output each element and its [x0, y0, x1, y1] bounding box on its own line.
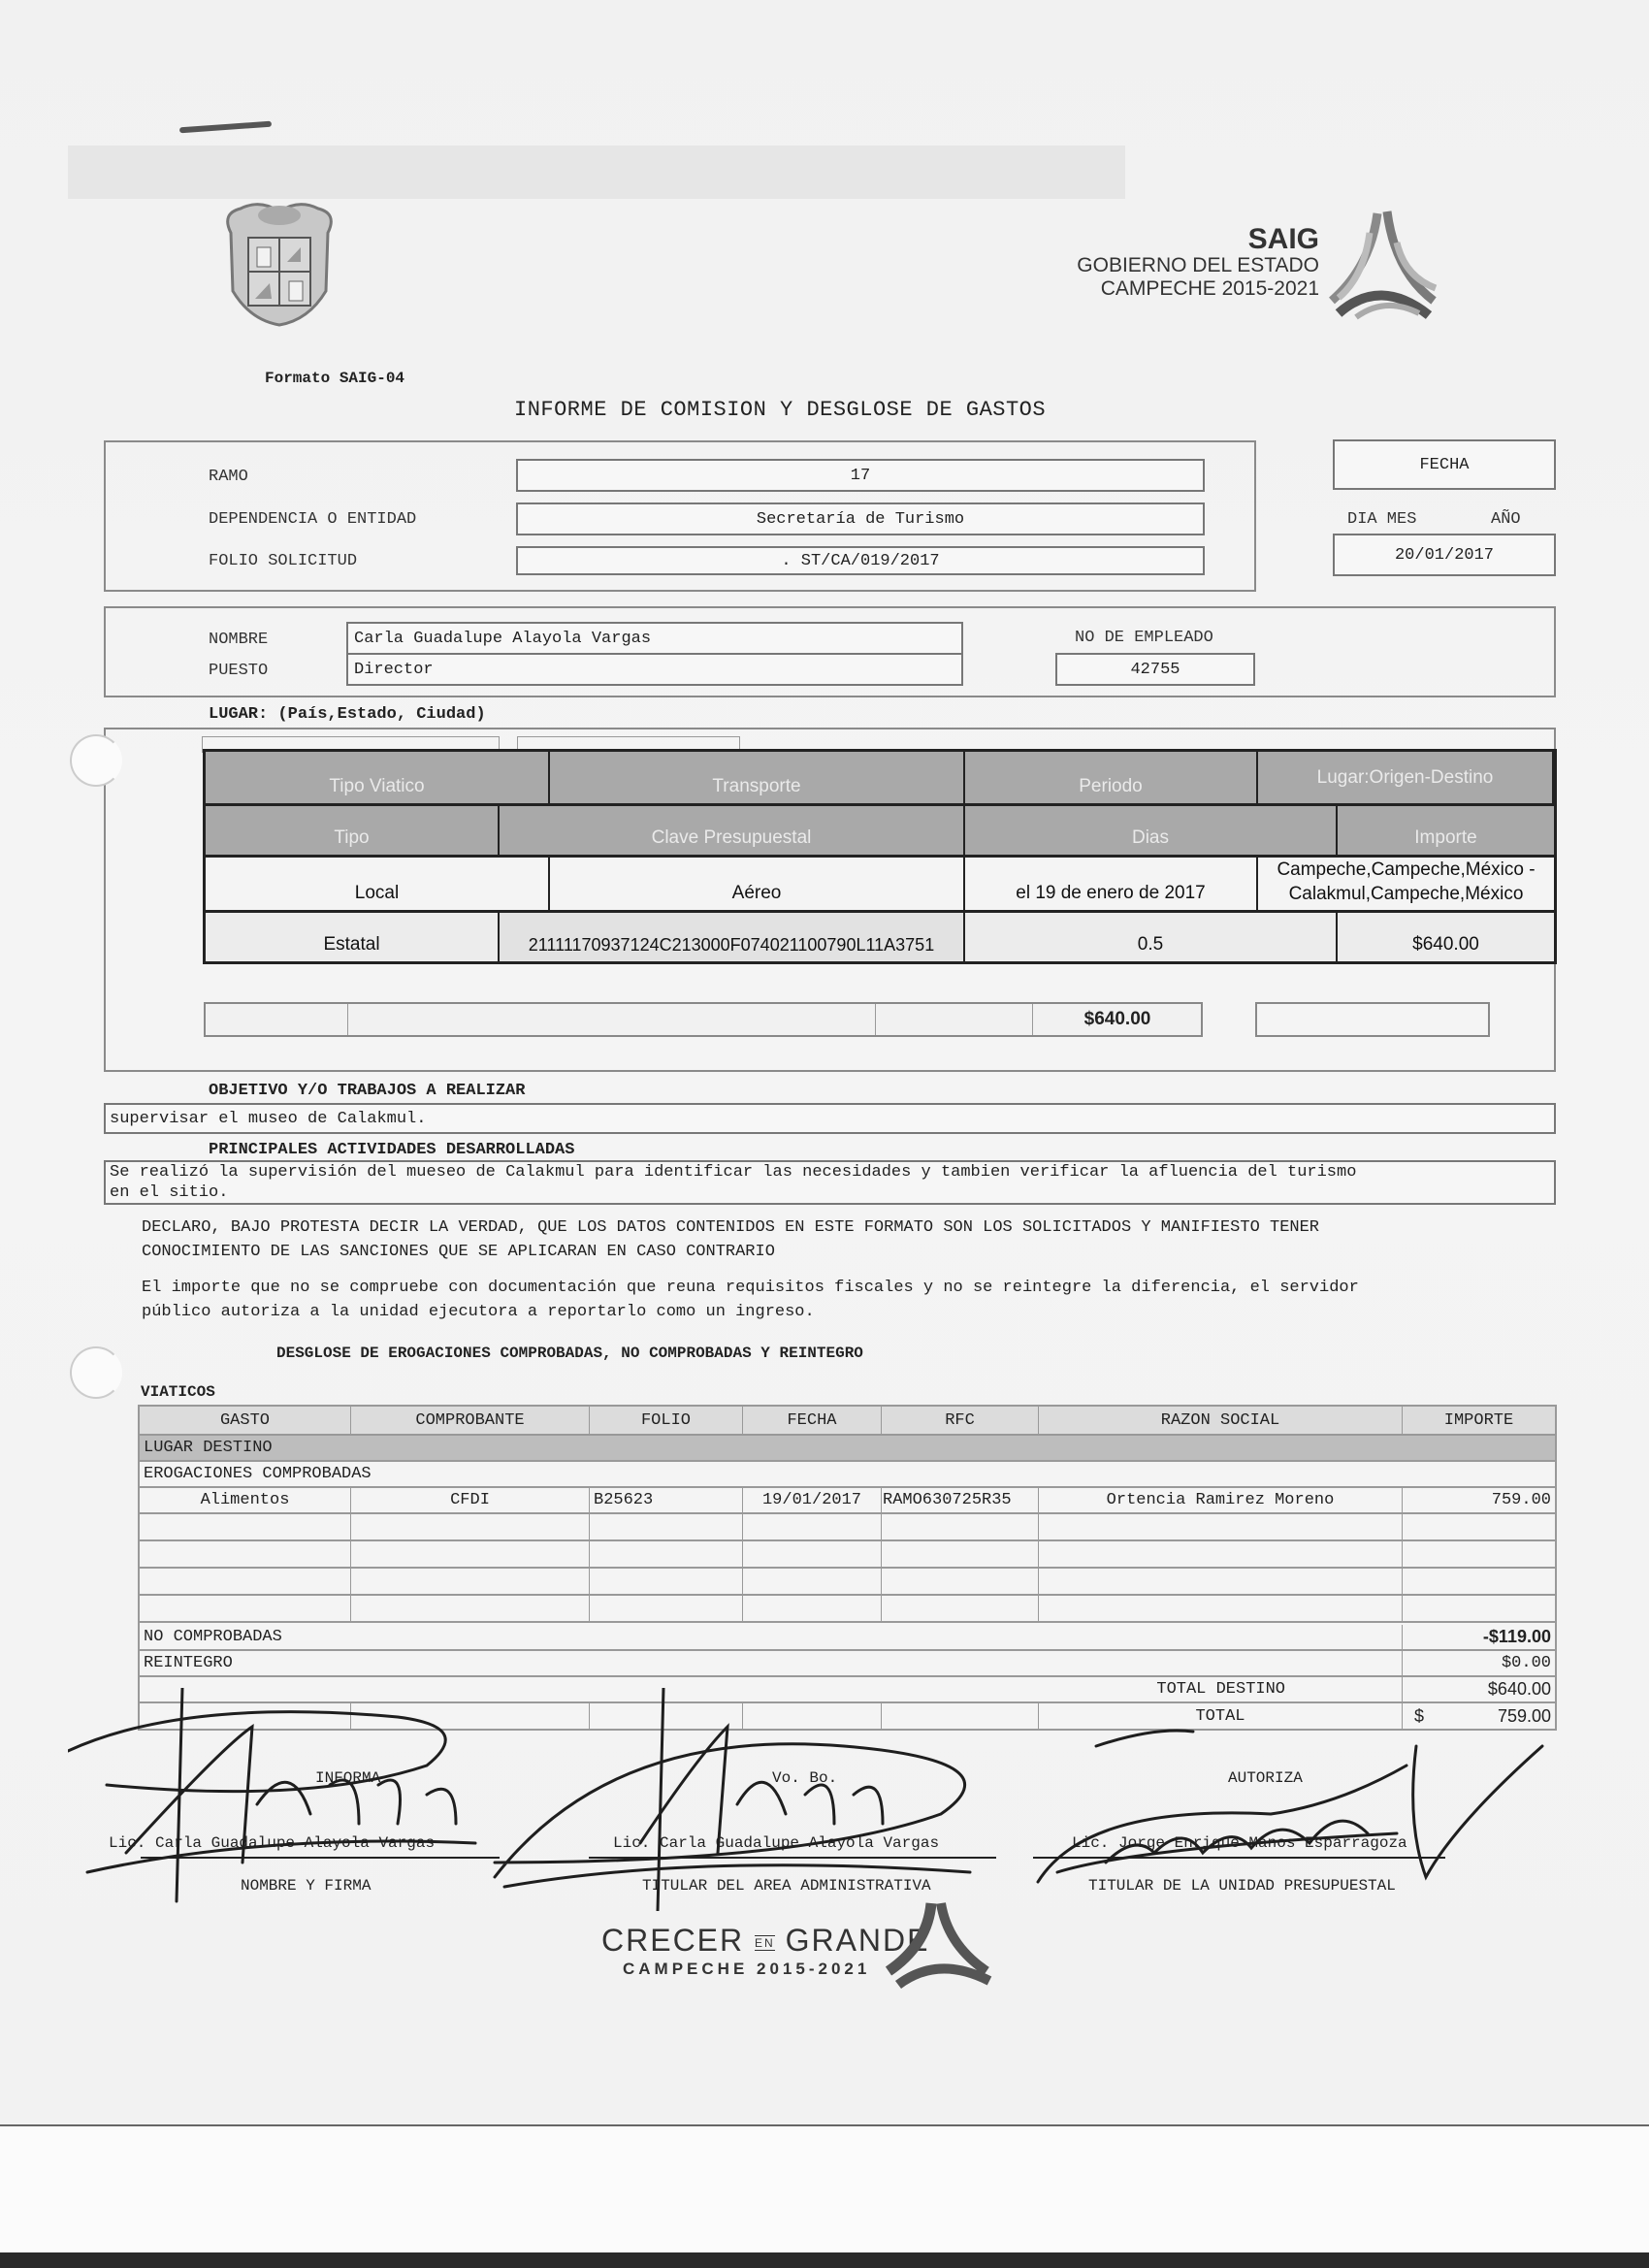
viaticos-total-row: [204, 1002, 1203, 1037]
blank-cell: [1403, 1541, 1555, 1569]
col-dias: Dias: [965, 806, 1338, 858]
autoriza-label: AUTORIZA: [1228, 1769, 1303, 1787]
bleed-through-band: [68, 146, 1125, 199]
campeche-years-text: CAMPECHE 2015-2021: [623, 1959, 871, 1978]
importe-note: [142, 1276, 1359, 1324]
importe-note-line-1: El importe que no se compruebe con documentación que reuna requisitos fiscales y no se reintegre la diferencia, el servidor: [142, 1279, 1359, 1297]
signature-line: [1033, 1857, 1445, 1859]
razon-social-value: Ortencia Ramirez Moreno: [1039, 1488, 1403, 1514]
folio-value: B25623: [590, 1488, 743, 1514]
clave-presupuestal-value: 21111170937124C213000F074021100790L11A3751: [500, 913, 965, 961]
campeche-coat-of-arms-icon: [211, 194, 347, 330]
signature-line: [141, 1857, 500, 1859]
formato-label: Formato SAIG-04: [265, 370, 405, 387]
tipo-value: Estatal: [206, 913, 500, 961]
blank-cell: [590, 1569, 743, 1596]
signature-line: [589, 1857, 996, 1859]
informa-label: INFORMA: [315, 1769, 381, 1787]
blank-cell: [351, 1703, 590, 1729]
blank-cell: [590, 1514, 743, 1541]
blank-cell: [590, 1596, 743, 1623]
transporte-value: Aéreo: [550, 858, 965, 913]
total-label: TOTAL: [1039, 1703, 1403, 1729]
blank-cell: [882, 1596, 1039, 1623]
blank-cell: [590, 1703, 743, 1729]
informa-name: Lic. Carla Guadalupe Alayola Vargas: [109, 1834, 436, 1852]
gobierno-label: GOBIERNO DEL ESTADO: [1077, 254, 1319, 276]
blank-cell: [743, 1596, 882, 1623]
blank-cell: [1403, 1569, 1555, 1596]
crecer-text: CRECER: [601, 1923, 745, 1958]
col-tipo-viatico: Tipo Viatico: [206, 752, 550, 806]
gasto-value: Alimentos: [140, 1488, 351, 1514]
actividades-label: PRINCIPALES ACTIVIDADES DESARROLLADAS: [209, 1141, 575, 1159]
no-comprobadas-value: -$119.00: [1403, 1625, 1555, 1651]
lugar-destino-row: LUGAR DESTINO: [140, 1436, 1555, 1462]
punch-hole: [70, 734, 122, 787]
page-title: INFORME DE COMISION Y DESGLOSE DE GASTOS: [514, 398, 1047, 422]
declaracion-line-1: DECLARO, BAJO PROTESTA DECIR LA VERDAD, QUE LOS DATOS CONTENIDOS EN ESTE FORMATO SON LOS SOLICITADOS Y MANIFIESTO TENER: [142, 1218, 1319, 1237]
actividades-line-1: Se realizó la supervisión del mueseo de Calakmul para identificar las necesidades y tambien verificar la afluencia del turismo: [110, 1163, 1357, 1182]
blank-cell: [140, 1703, 351, 1729]
blank-cell: [351, 1596, 590, 1623]
campeche-triangle-logo-icon: [885, 1901, 1001, 1989]
empleado-field[interactable]: 42755: [1055, 653, 1255, 686]
blank-cell: [882, 1569, 1039, 1596]
ramo-label: RAMO: [209, 468, 248, 486]
col-transporte: Transporte: [550, 752, 965, 806]
comprobante-value: CFDI: [351, 1488, 590, 1514]
vobo-name: Lic. Carla Guadalupe Alayola Vargas: [613, 1834, 940, 1852]
puesto-field[interactable]: Director: [346, 653, 963, 686]
rfc-value: RAMO630725R35: [882, 1488, 1039, 1514]
col-lugar-origen-destino: Lugar:Origen-Destino: [1258, 752, 1554, 806]
ramo-field[interactable]: 17: [516, 459, 1205, 492]
desglose-table: [138, 1405, 1557, 1731]
vobo-title: TITULAR DEL AREA ADMINISTRATIVA: [642, 1877, 931, 1895]
dependencia-label: DEPENDENCIA O ENTIDAD: [209, 510, 417, 529]
reintegro-label: REINTEGRO: [140, 1651, 1403, 1677]
blank-cell: [1403, 1596, 1555, 1623]
blank-cell: [743, 1541, 882, 1569]
declaracion-line-2: CONOCIMIENTO DE LAS SANCIONES QUE SE APLICARAN EN CASO CONTRARIO: [142, 1243, 775, 1261]
nombre-label: NOMBRE: [209, 631, 269, 649]
blank-cell: [1039, 1596, 1403, 1623]
col-rfc: RFC: [882, 1407, 1039, 1436]
periodo-value: el 19 de enero de 2017: [965, 858, 1258, 913]
blank-cell: [351, 1541, 590, 1569]
blank-cell: [743, 1703, 882, 1729]
blank-cell: [590, 1541, 743, 1569]
blank-cell: [140, 1514, 351, 1541]
erogaciones-row: EROGACIONES COMPROBADAS: [140, 1462, 1555, 1488]
blank-cell: [140, 1541, 351, 1569]
blank-cell: [743, 1569, 882, 1596]
campeche-label: CAMPECHE 2015-2021: [1100, 277, 1319, 300]
viaticos-total-value: $640.00: [1083, 1009, 1151, 1029]
autoriza-title: TITULAR DE LA UNIDAD PRESUPUESTAL: [1088, 1877, 1396, 1895]
staple-mark: [179, 121, 272, 134]
saig-logo-text: [1048, 225, 1319, 301]
blank-cell: [1039, 1514, 1403, 1541]
col-comprobante: COMPROBANTE: [351, 1407, 590, 1436]
informa-title: NOMBRE Y FIRMA: [241, 1877, 372, 1895]
viaticos-table: [203, 749, 1557, 964]
col-tipo: Tipo: [206, 806, 500, 858]
blank-cell: [882, 1514, 1039, 1541]
lugar-label: LUGAR: (País,Estado, Ciudad): [209, 705, 486, 724]
blank-cell: [1403, 1514, 1555, 1541]
blank-cell: [351, 1569, 590, 1596]
desglose-title: DESGLOSE DE EROGACIONES COMPROBADAS, NO COMPROBADAS Y REINTEGRO: [276, 1345, 863, 1362]
actividades-field[interactable]: [104, 1160, 1556, 1205]
col-importe: Importe: [1338, 806, 1554, 858]
viaticos-section-label: VIATICOS: [141, 1383, 215, 1401]
punch-hole: [70, 1346, 122, 1399]
blank-cell: [140, 1596, 351, 1623]
objetivo-field[interactable]: supervisar el museo de Calakmul.: [104, 1103, 1556, 1134]
blank-cell: [1039, 1569, 1403, 1596]
vobo-label: Vo. Bo.: [772, 1769, 838, 1787]
blank-cell: [882, 1703, 1039, 1729]
lugar-origen-destino-value: Campeche,Campeche,México - Calakmul,Campeche,México: [1258, 858, 1554, 913]
actividades-line-2: en el sitio.: [110, 1183, 229, 1202]
total-value: 759.00: [1497, 1705, 1551, 1726]
importe-value: $640.00: [1338, 913, 1554, 961]
importe-note-line-2: público autoriza a la unidad ejecutora a reportarlo como un ingreso.: [142, 1303, 815, 1321]
importe-value: 759.00: [1403, 1488, 1555, 1514]
reintegro-value: $0.00: [1403, 1651, 1555, 1677]
objetivo-label: OBJETIVO Y/O TRABAJOS A REALIZAR: [209, 1082, 526, 1100]
col-periodo: Periodo: [965, 752, 1258, 806]
blank-cell: [140, 1569, 351, 1596]
crecer-en-grande-logo: [601, 1924, 929, 1979]
divider: [875, 1004, 876, 1035]
grande-text: GRANDE: [785, 1923, 930, 1958]
blank-cell: [743, 1514, 882, 1541]
col-fecha: FECHA: [743, 1407, 882, 1436]
fecha-header: FECHA: [1333, 439, 1556, 490]
fecha-dia-mes-label: DIA MES: [1347, 510, 1417, 529]
folio-field[interactable]: . ST/CA/019/2017: [516, 546, 1205, 575]
blank-cell: [882, 1541, 1039, 1569]
fecha-anio-label: AÑO: [1491, 510, 1521, 529]
empleado-label: NO DE EMPLEADO: [1075, 629, 1213, 647]
dias-value: 0.5: [965, 913, 1338, 961]
col-razon-social: RAZON SOCIAL: [1039, 1407, 1403, 1436]
col-gasto: GASTO: [140, 1407, 351, 1436]
blank-field: [1255, 1002, 1490, 1037]
total-destino-value: $640.00: [1403, 1677, 1555, 1703]
fecha-field[interactable]: 20/01/2017: [1333, 534, 1556, 576]
blank-cell: [1039, 1541, 1403, 1569]
folio-label: FOLIO SOLICITUD: [209, 552, 358, 570]
total-destino-label: TOTAL DESTINO: [140, 1677, 1403, 1703]
divider: [347, 1004, 348, 1035]
autoriza-name: Lic. Jorge Enrique Manos Esparragoza: [1072, 1834, 1407, 1852]
declaracion-text: [142, 1215, 1319, 1264]
saig-label: SAIG: [1247, 223, 1319, 255]
total-cell: [1403, 1703, 1555, 1729]
no-comprobadas-label: NO COMPROBADAS: [140, 1625, 1403, 1651]
col-clave-presupuestal: Clave Presupuestal: [500, 806, 965, 858]
saig-triangle-logo-icon: [1327, 209, 1443, 320]
col-importe: IMPORTE: [1403, 1407, 1555, 1436]
fecha-value: 19/01/2017: [743, 1488, 882, 1514]
col-folio: FOLIO: [590, 1407, 743, 1436]
puesto-label: PUESTO: [209, 662, 269, 680]
total-currency: $: [1414, 1705, 1425, 1726]
tipo-viatico-value: Local: [206, 858, 550, 913]
blank-cell: [351, 1514, 590, 1541]
en-text: EN: [755, 1935, 775, 1950]
dependencia-field[interactable]: Secretaría de Turismo: [516, 502, 1205, 535]
page-lower-sheet: [0, 2124, 1649, 2252]
nombre-field[interactable]: Carla Guadalupe Alayola Vargas: [346, 622, 963, 655]
